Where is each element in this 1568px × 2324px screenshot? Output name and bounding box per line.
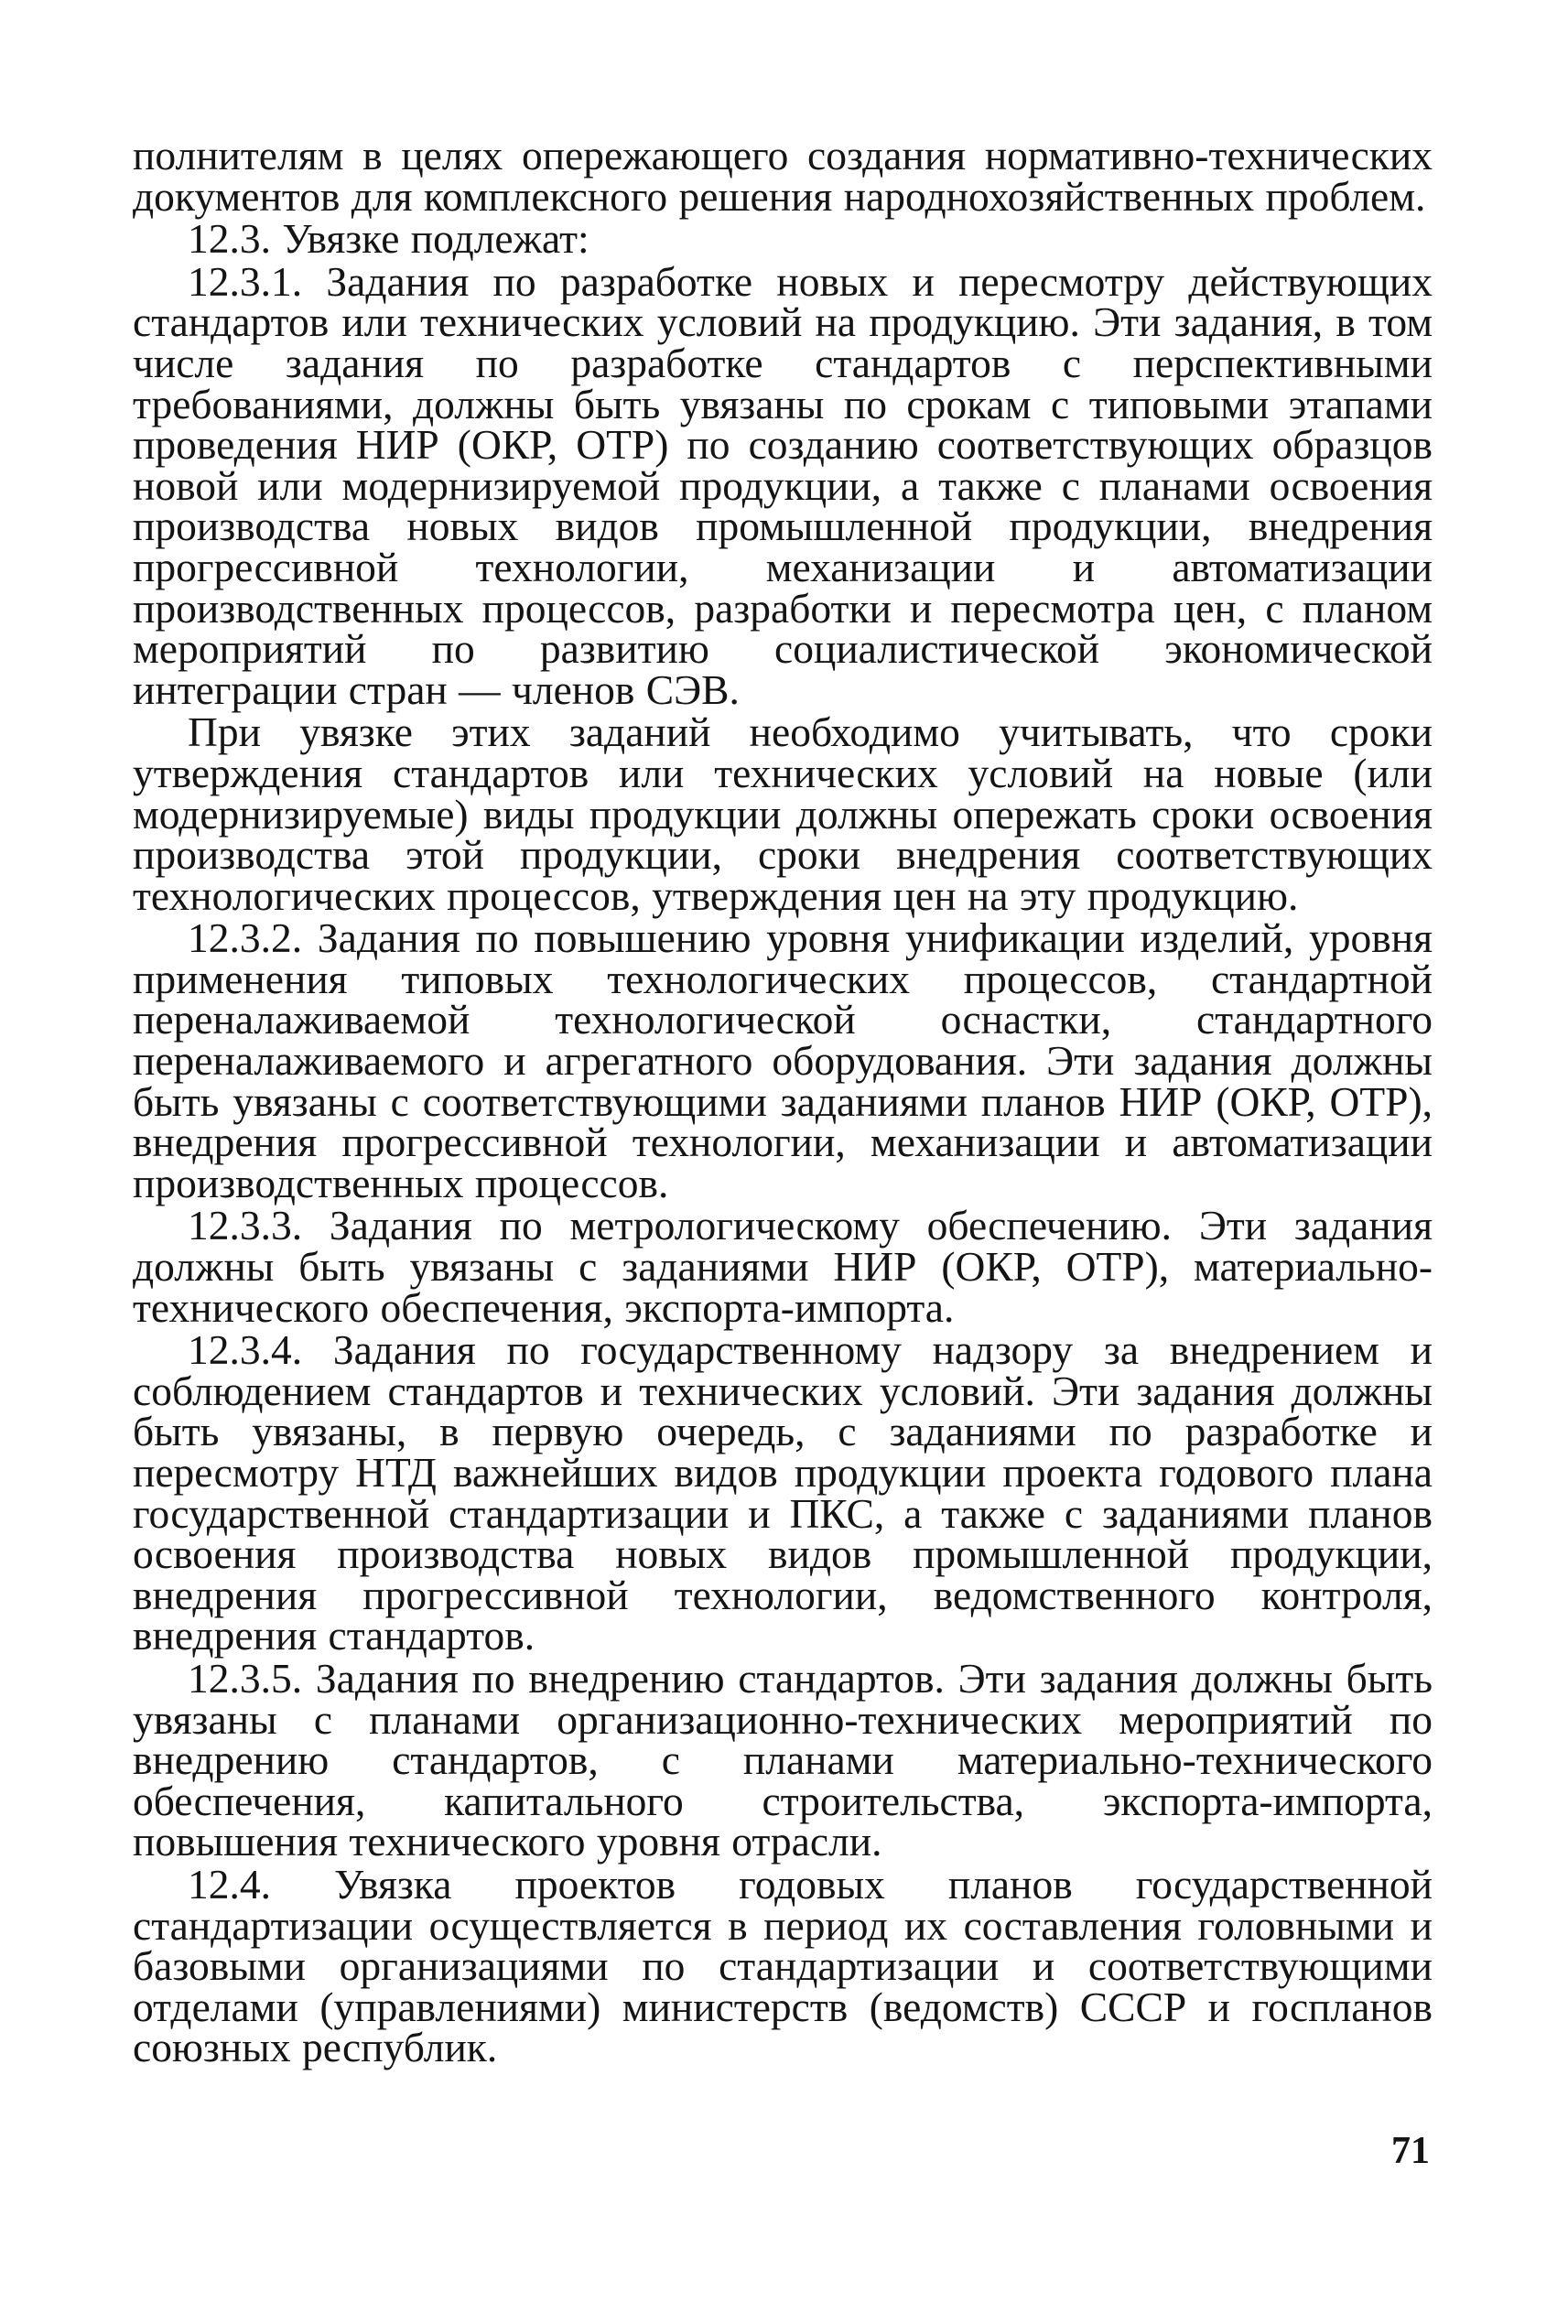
paragraph-12-4: 12.4. Увязка проектов годовых планов государственной стандартизации осуществляется в период их составления головными и базовыми организациями по стандартизации и соответствующими отделами (управлениями) министерств (ведомств) СССР и госпланов союзных республик. bbox=[133, 1860, 1433, 2071]
paragraph-12-3-2: 12.3.2. Задания по повышению уровня унификации изделий, уровня применения типовых технологических процессов, стандартной переналаживаемой технологической оснастки, стандартного переналаживаемого и агрегатного оборудования. Эти задания должны быть увязаны с соответствующими заданиями планов НИР (ОКР, ОТР), внедрения прогрессивной технологии, механизации и автоматизации производственных процессов. bbox=[133, 914, 1433, 1206]
document-page bbox=[133, 132, 1433, 2071]
paragraph-12-3: 12.3. Увязке подлежат: bbox=[188, 215, 589, 263]
paragraph-12-3-5: 12.3.5. Задания по внедрению стандартов. Эти задания должны быть увязаны с планами организационно-технических мероприятий по внедрению стандартов, с планами материально-технического обеспечения, капитального строительства, экспорта-импорта, повышения технического уровня отрасли. bbox=[133, 1654, 1433, 1865]
paragraph-12-3-1: 12.3.1. Задания по разработке новых и пересмотру действующих стандартов или технических условий на продукцию. Эти задания, в том числе задания по разработке стандартов с перспективными требованиями, должны быть увязаны по срокам с типовыми этапами проведения НИР (ОКР, ОТР) по созданию соответствующих образцов новой или модернизируемой продукции, а также с планами освоения производства новых видов промышленной продукции, внедрения прогрессивной технологии, механизации и автоматизации производственных процессов, разработки и пересмотра цен, с планом мероприятий по развитию социалистической экономической интеграции стран — членов СЭВ. bbox=[133, 257, 1433, 713]
paragraph-12-3-1-note: При увязке этих заданий необходимо учитывать, что сроки утверждения стандартов или технических условий на новые (или модернизируемые) виды продукции должны опережать сроки освоения производства этой продукции, сроки внедрения соответствующих технологических процессов, утверждения цен на эту продукцию. bbox=[133, 708, 1433, 919]
paragraph-12-3-3: 12.3.3. Задания по метрологическому обеспечению. Эти задания должны быть увязаны с заданиями НИР (ОКР, ОТР), материально-технического обеспечения, экспорта-импорта. bbox=[133, 1202, 1433, 1331]
page-number: 71 bbox=[1391, 2130, 1430, 2172]
paragraph-12-3-4: 12.3.4. Задания по государственному надзору за внедрением и соблюдением стандартов и технических условий. Эти задания должны быть увязаны, в первую очередь, с заданиями по разработке и пересмотру НТД важнейших видов продукции проекта годового плана государственной стандартизации и ПКС, а также с заданиями планов освоения производства новых видов промышленной продукции, внедрения прогрессивной технологии, ведомственного контроля, внедрения стандартов. bbox=[133, 1326, 1433, 1659]
paragraph-continuation: полнителям в целях опережающего создания нормативно-технических документов для комплексного решения народнохозяйственных проблем. bbox=[133, 132, 1433, 220]
